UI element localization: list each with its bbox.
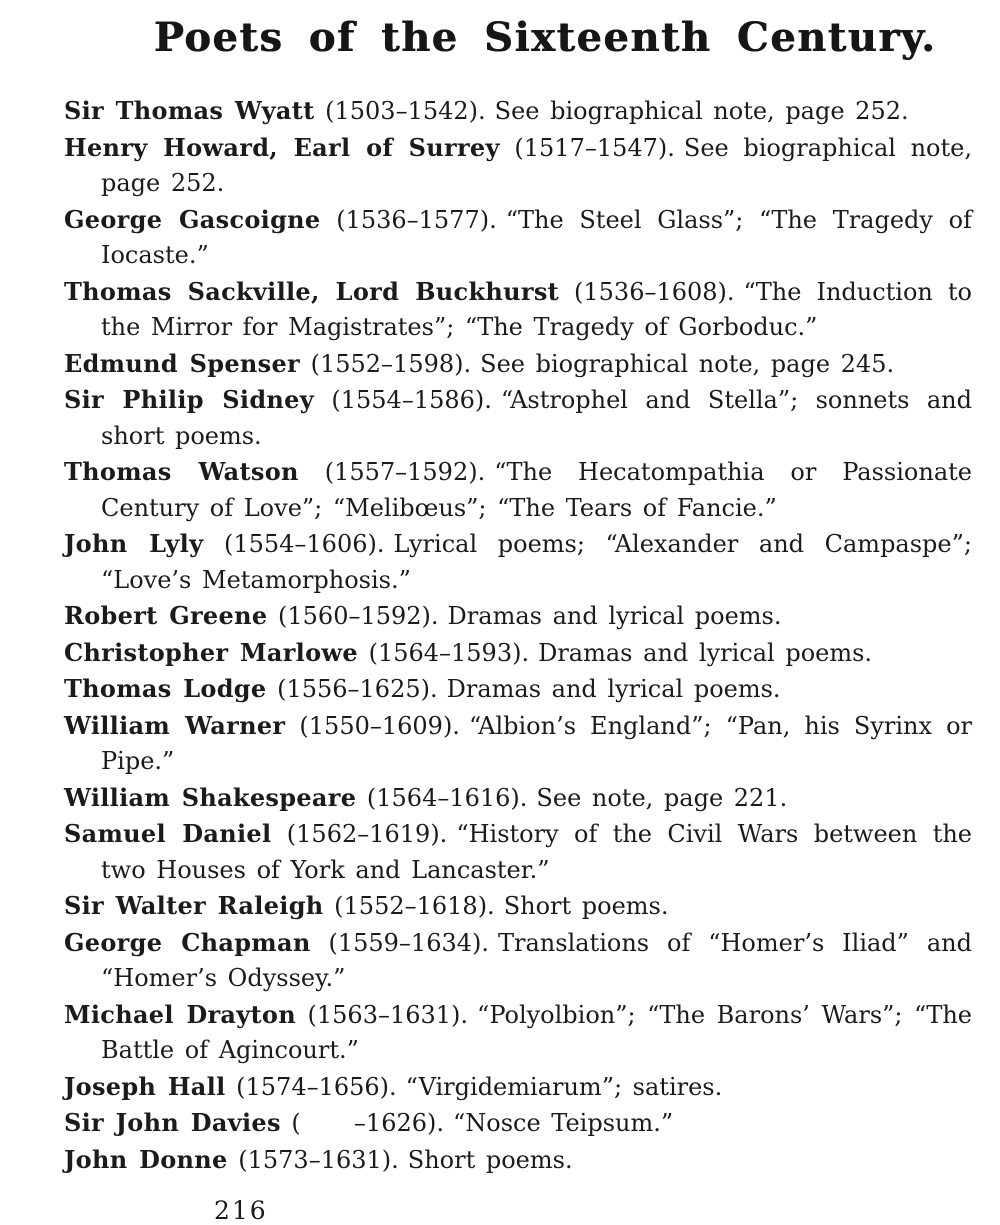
poet-name: Sir Philip Sidney (64, 385, 314, 414)
poet-dates: (1559–1634). (328, 928, 489, 957)
poet-dates: (1563–1631). (307, 1000, 469, 1029)
poet-description: “Virgidemiarum”; satires. (405, 1072, 723, 1101)
poet-dates: (1573–1631). (238, 1145, 399, 1174)
poet-dates: (1556–1625). (277, 675, 438, 703)
poet-description: “Astrophel and Stella”; sonnets and short poems. (101, 386, 972, 450)
poet-entry (64, 708, 972, 780)
poet-entry (64, 346, 972, 383)
poet-description: Dramas and lyrical poems. (447, 602, 782, 630)
poet-name: Robert Greene (64, 601, 268, 630)
poet-name: William Shakespeare (64, 782, 357, 812)
poet-dates: (1503–1542). (325, 97, 486, 125)
poet-name: Thomas Watson (64, 457, 299, 486)
poet-dates: (1550–1609). (299, 711, 460, 740)
poet-description: Lyrical poems; “Alexander and Campaspe”; “Love’s Metamorphosis.” (101, 530, 972, 594)
poet-dates: (1517–1547). (514, 133, 675, 162)
poet-dates: (1564–1616). (366, 783, 528, 812)
poet-name: Samuel Daniel (64, 819, 272, 848)
poet-dates: (1536–1608). (574, 277, 735, 306)
poet-entry (64, 1105, 972, 1142)
poet-dates: (1574–1656). (236, 1072, 397, 1101)
page-number: 216 (214, 1196, 268, 1225)
poet-entry (64, 816, 972, 888)
poet-description: Translations of “Homer’s Iliad” and “Homer’s Odyssey.” (101, 928, 972, 992)
poet-name: George Gascoigne (64, 204, 321, 234)
poet-description: “The Steel Glass”; “The Tragedy of Iocaste.” (101, 205, 972, 269)
poet-description: Dramas and lyrical poems. (538, 638, 873, 667)
poet-dates: (1562–1619). (286, 820, 448, 848)
poet-dates: (1552–1618). (334, 892, 495, 920)
poet-entry (64, 382, 972, 454)
poet-name: Joseph Hall (64, 1071, 226, 1101)
poet-dates: ( –1626). (291, 1109, 444, 1137)
poet-description: “History of the Civil Wars between the two Houses of York and Lancaster.” (101, 820, 972, 884)
poet-description: Short poems. (503, 892, 669, 920)
poet-entry (64, 526, 972, 598)
poet-description: “The Hecatompathia or Passionate Century of Love”; “Melibœus”; “The Tears of Fancie.” (101, 458, 972, 522)
poet-name: Thomas Sackville, Lord Buckhurst (64, 276, 560, 306)
poet-description: “Nosce Teipsum.” (453, 1109, 674, 1137)
poet-name: Christopher Marlowe (64, 637, 358, 667)
poet-dates: (1557–1592). (324, 458, 486, 486)
page-title: Poets of the Sixteenth Century. (153, 14, 937, 61)
poet-entry (64, 130, 972, 202)
poet-description: See biographical note, page 252. (494, 97, 909, 125)
poet-description: “Albion’s England”; “Pan, his Syrinx or Pipe.” (101, 711, 973, 775)
poet-dates: (1536–1577). (336, 205, 497, 234)
poet-entry (64, 997, 972, 1069)
poet-entry (64, 780, 972, 817)
poet-name: John Donne (64, 1144, 228, 1174)
poet-name: Michael Drayton (64, 999, 296, 1029)
poet-dates: (1564–1593). (368, 638, 530, 667)
poet-description: “The Induction to the Mirror for Magistrates”; “The Tragedy of Gorboduc.” (101, 277, 972, 341)
poet-name: John Lyly (64, 529, 204, 558)
poet-description: See biographical note, page 245. (480, 349, 895, 378)
poet-entry (64, 598, 972, 635)
poet-dates: (1560–1592). (278, 602, 439, 630)
poet-description: Short poems. (407, 1145, 573, 1174)
page-footer (0, 1196, 1000, 1225)
poet-dates: (1552–1598). (310, 349, 472, 378)
poet-list (64, 93, 972, 1178)
poet-description: See biographical note, page 252. (101, 133, 972, 197)
poet-entry (64, 635, 972, 672)
poet-entry (64, 925, 972, 997)
poet-description: “Polyolbion”; “The Barons’ Wars”; “The Battle of Agincourt.” (101, 1000, 972, 1064)
poet-entry (64, 202, 972, 274)
poet-entry (64, 888, 972, 925)
poet-dates: (1554–1586). (331, 386, 492, 414)
poet-name: Edmund Spenser (64, 348, 300, 378)
poet-dates: (1554–1606). (223, 530, 385, 558)
poet-entry (64, 671, 972, 708)
poet-entry (64, 1069, 972, 1106)
poet-entry (64, 93, 972, 130)
poet-name: William Warner (64, 710, 286, 740)
poet-name: Thomas Lodge (64, 674, 267, 703)
poet-name: Sir Walter Raleigh (64, 891, 324, 920)
poet-description: See note, page 221. (536, 783, 788, 812)
poet-entry (64, 274, 972, 346)
poet-name: George Chapman (64, 927, 311, 957)
poet-name: Sir John Davies (64, 1108, 281, 1137)
poet-name: Henry Howard, Earl of Surrey (64, 132, 500, 162)
poet-description: Dramas and lyrical poems. (446, 675, 781, 703)
poet-entry (64, 1142, 972, 1179)
page-header (0, 0, 1000, 61)
poet-entry (64, 454, 972, 526)
poet-name: Sir Thomas Wyatt (64, 96, 315, 125)
